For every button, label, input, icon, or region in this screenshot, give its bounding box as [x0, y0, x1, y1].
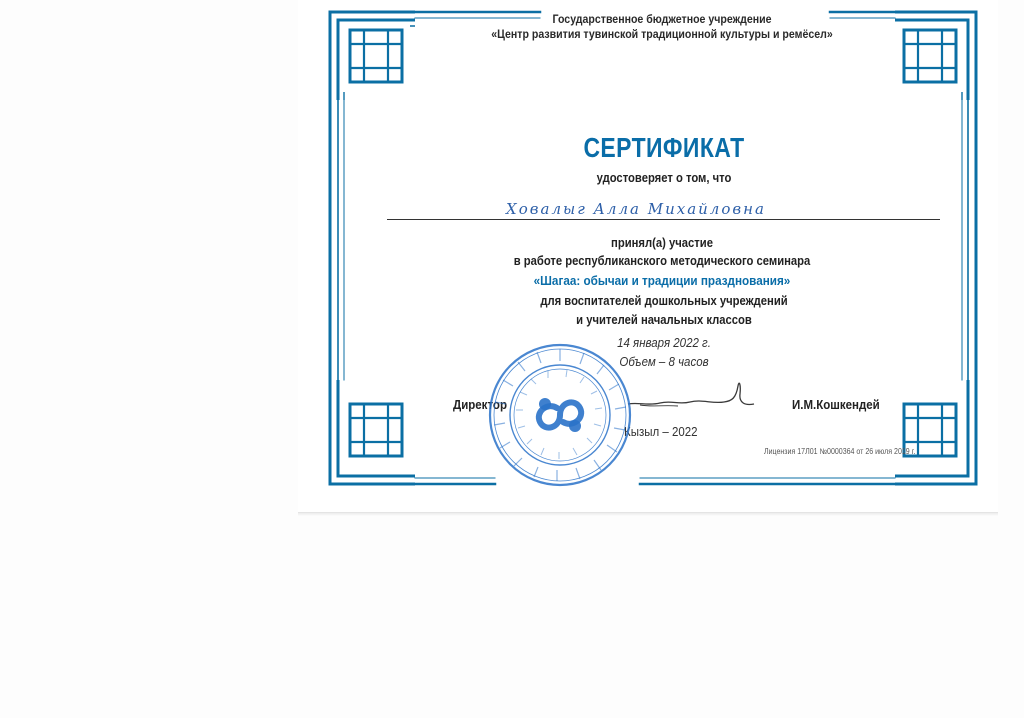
seminar-name: «Шагаа: обычаи и традиции празднования» [533, 273, 791, 288]
director-name: И.М.Кошкендей [792, 398, 880, 412]
participation-line: принял(а) участие [611, 236, 713, 250]
organization-line-2: «Центр развития тувинской традиционной культуры и ремёсел» [491, 29, 833, 41]
recipient-name-handwritten: Ховалыг Алла Михайловна [506, 200, 766, 218]
organization-line-1: Государственное бюджетное учреждение [552, 14, 772, 26]
recipient-name-underline [387, 219, 940, 220]
seminar-intro-line: в работе республиканского методического семинара [513, 254, 811, 268]
official-stamp [485, 340, 635, 490]
city-year: Кызыл – 2022 [624, 425, 698, 439]
audience-line-1: для воспитателей дошкольных учреждений [540, 294, 788, 308]
certificate-subtitle: удостоверяет о том, что [596, 171, 732, 185]
sheet-edge-shadow [298, 512, 998, 516]
director-label: Директор [453, 398, 507, 412]
director-signature [620, 372, 760, 418]
license-note: Лицензия 17Л01 №0000364 от 26 июля 2019 г. [764, 447, 916, 456]
certificate-title: СЕРТИФИКАТ [583, 132, 745, 163]
audience-line-2: и учителей начальных классов [576, 313, 752, 327]
event-date: 14 января 2022 г. [617, 336, 711, 350]
course-volume: Объем – 8 часов [619, 355, 709, 369]
